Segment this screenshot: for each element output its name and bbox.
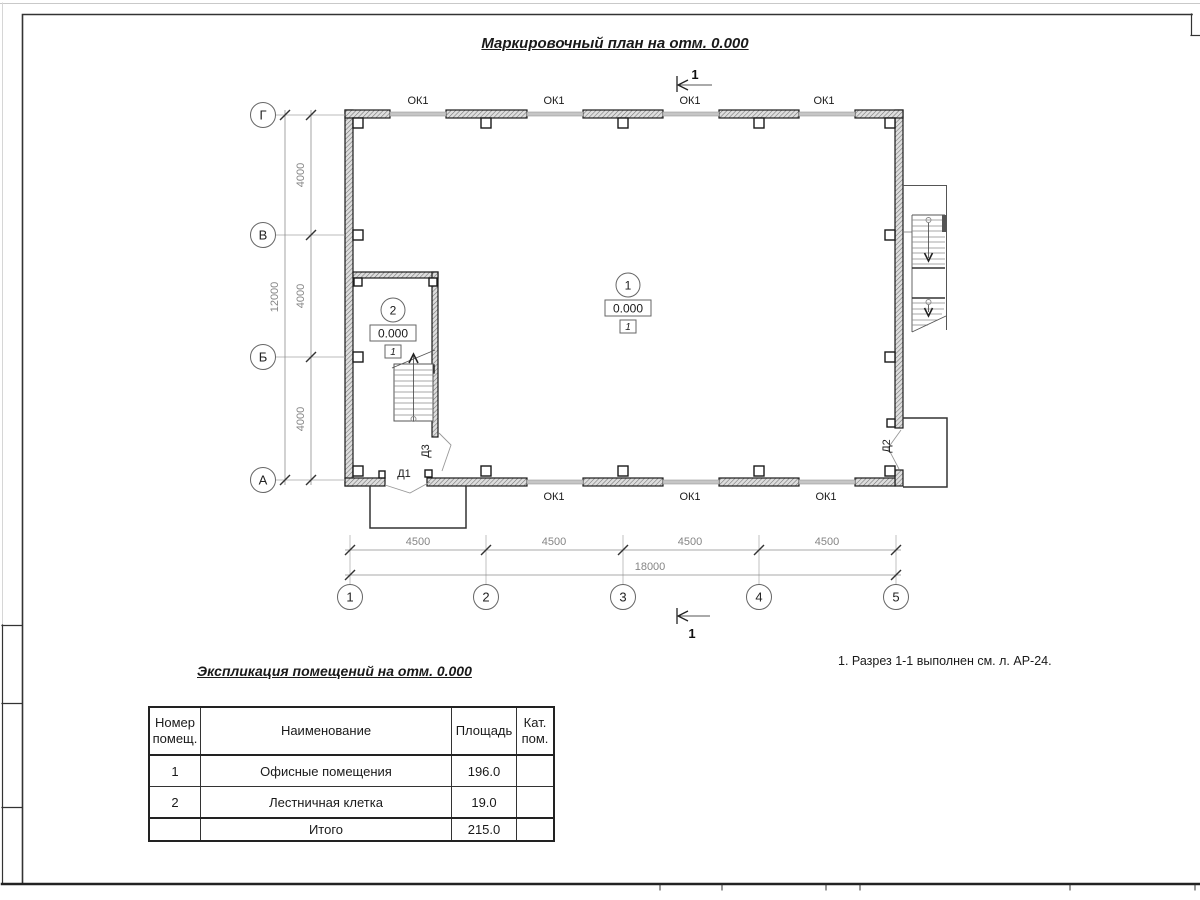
dim-h-seg-3: 4500 — [677, 536, 703, 548]
header-area: Площадь — [452, 707, 517, 755]
cell-room-category — [517, 787, 555, 819]
window-labels — [407, 95, 836, 503]
room-2-number: 2 — [389, 303, 397, 318]
table-row — [149, 755, 554, 787]
cell-total-category — [517, 818, 555, 841]
room-2-floor-type: 1 — [390, 347, 396, 358]
room-marker-1 — [605, 273, 651, 333]
axis-bubble-3: 3 — [619, 589, 627, 605]
cell-room-area: 19.0 — [452, 787, 517, 819]
axis-bubble-1: 1 — [346, 589, 354, 605]
bottom-axes — [338, 535, 909, 610]
header-name: Наименование — [201, 707, 452, 755]
cell-room-category — [517, 755, 555, 787]
dim-h-seg-1: 4500 — [405, 536, 431, 548]
window-label-bottom-2: ОК1 — [679, 491, 701, 503]
dim-h-seg-4: 4500 — [814, 536, 840, 548]
section-mark-top — [677, 67, 712, 92]
section-number-top: 1 — [691, 67, 699, 82]
header-category: Кат. пом. — [517, 707, 555, 755]
cell-room-name: Офисные помещения — [201, 755, 452, 787]
axis-bubble-b: Б — [258, 349, 268, 365]
left-axes — [251, 103, 346, 493]
room-1-floor-type: 1 — [625, 322, 631, 333]
dim-h-total: 18000 — [634, 561, 666, 573]
cell-room-name: Лестничная клетка — [201, 787, 452, 819]
window-label-bottom-1: ОК1 — [543, 491, 565, 503]
window-label-bottom-3: ОК1 — [815, 491, 837, 503]
room-1-elevation: 0.000 — [612, 301, 644, 316]
table-total-row — [149, 818, 554, 841]
axis-bubble-a: А — [258, 472, 268, 488]
cell-total-value: 215.0 — [452, 818, 517, 841]
cell-room-area: 196.0 — [452, 755, 517, 787]
dim-v-seg-1: 4000 — [295, 162, 307, 188]
exterior-walls — [345, 110, 903, 486]
dim-v-seg-3: 4000 — [295, 406, 307, 432]
exterior-stair — [903, 185, 947, 332]
door-labels — [397, 439, 893, 480]
dim-h-seg-2: 4500 — [541, 536, 567, 548]
porches — [370, 418, 947, 528]
axis-bubble-2: 2 — [482, 589, 490, 605]
note-text: 1. Разрез 1-1 выполнен см. л. АР-24. — [838, 654, 1052, 668]
interior-stair — [392, 350, 435, 422]
cell-total-label: Итого — [201, 818, 452, 841]
window-label-top-4: ОК1 — [813, 95, 835, 107]
page-title: Маркировочный план на отм. 0.000 — [481, 35, 749, 52]
window-label-top-2: ОК1 — [543, 95, 565, 107]
window-label-top-3: ОК1 — [679, 95, 701, 107]
axis-bubble-4: 4 — [755, 589, 763, 605]
door-label-d1: Д1 — [397, 468, 411, 480]
table-row — [149, 787, 554, 819]
section-number-bottom: 1 — [688, 626, 696, 641]
room-marker-2 — [370, 298, 416, 358]
cell-room-number: 2 — [149, 787, 201, 819]
table-header-row — [149, 707, 554, 755]
axis-bubble-5: 5 — [892, 589, 900, 605]
axis-bubble-g: Г — [259, 107, 267, 123]
room-2-elevation: 0.000 — [377, 326, 409, 341]
door-label-d2: Д2 — [881, 439, 893, 453]
window-bands — [390, 112, 855, 484]
section-mark-bottom — [677, 608, 710, 641]
table-title: Экспликация помещений на отм. 0.000 — [197, 663, 472, 679]
cell-total-empty — [149, 818, 201, 841]
door-label-d3: Д3 — [420, 444, 432, 458]
cell-room-number: 1 — [149, 755, 201, 787]
dim-v-total: 12000 — [269, 281, 281, 313]
room-1-number: 1 — [624, 278, 632, 293]
room-schedule-table — [148, 706, 555, 842]
header-room-number: Номер помещ. — [149, 707, 201, 755]
axis-bubble-v: В — [258, 227, 268, 243]
window-label-top-1: ОК1 — [407, 95, 429, 107]
dim-v-seg-2: 4000 — [295, 283, 307, 309]
